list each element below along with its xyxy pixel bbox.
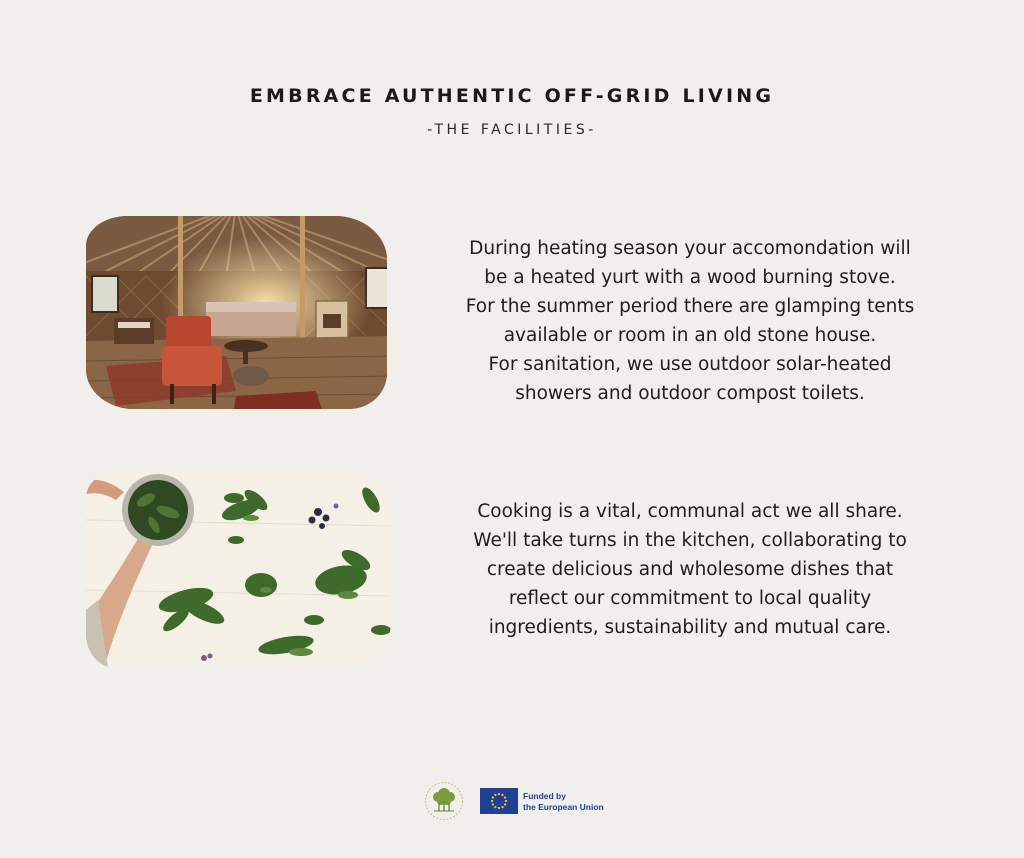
eu-funding-line: the European Union <box>523 802 604 812</box>
description-line: reflect our commitment to local quality <box>508 588 872 609</box>
description-line: For sanitation, we use outdoor solar-heated <box>488 354 892 375</box>
page-subtitle: -THE FACILITIES- <box>427 122 597 138</box>
description-line: showers and outdoor compost toilets. <box>515 383 865 404</box>
description-line: Cooking is a vital, communal act we all share. <box>477 501 903 522</box>
description-line: available or room in an old stone house. <box>503 325 877 346</box>
description-line: create delicious and wholesome dishes that <box>486 559 894 580</box>
cooking-description <box>430 497 950 642</box>
description-line: We'll take turns in the kitchen, collaborating to <box>473 530 907 551</box>
description-line: be a heated yurt with a wood burning stove. <box>484 267 896 288</box>
description-line: During heating season your accomondation will <box>469 238 911 259</box>
herbs-table-photo <box>86 470 391 668</box>
page-title: EMBRACE AUTHENTIC OFF-GRID LIVING <box>249 85 775 107</box>
eu-flag-icon <box>480 788 518 814</box>
eu-funding-label <box>523 791 604 813</box>
yurt-interior-photo <box>86 216 387 409</box>
eu-funding-line: Funded by <box>523 791 566 801</box>
description-line: ingredients, sustainability and mutual care. <box>488 617 892 638</box>
facilities-description <box>430 234 950 408</box>
tree-logo-icon <box>424 781 464 821</box>
description-line: For the summer period there are glamping tents <box>465 296 915 317</box>
